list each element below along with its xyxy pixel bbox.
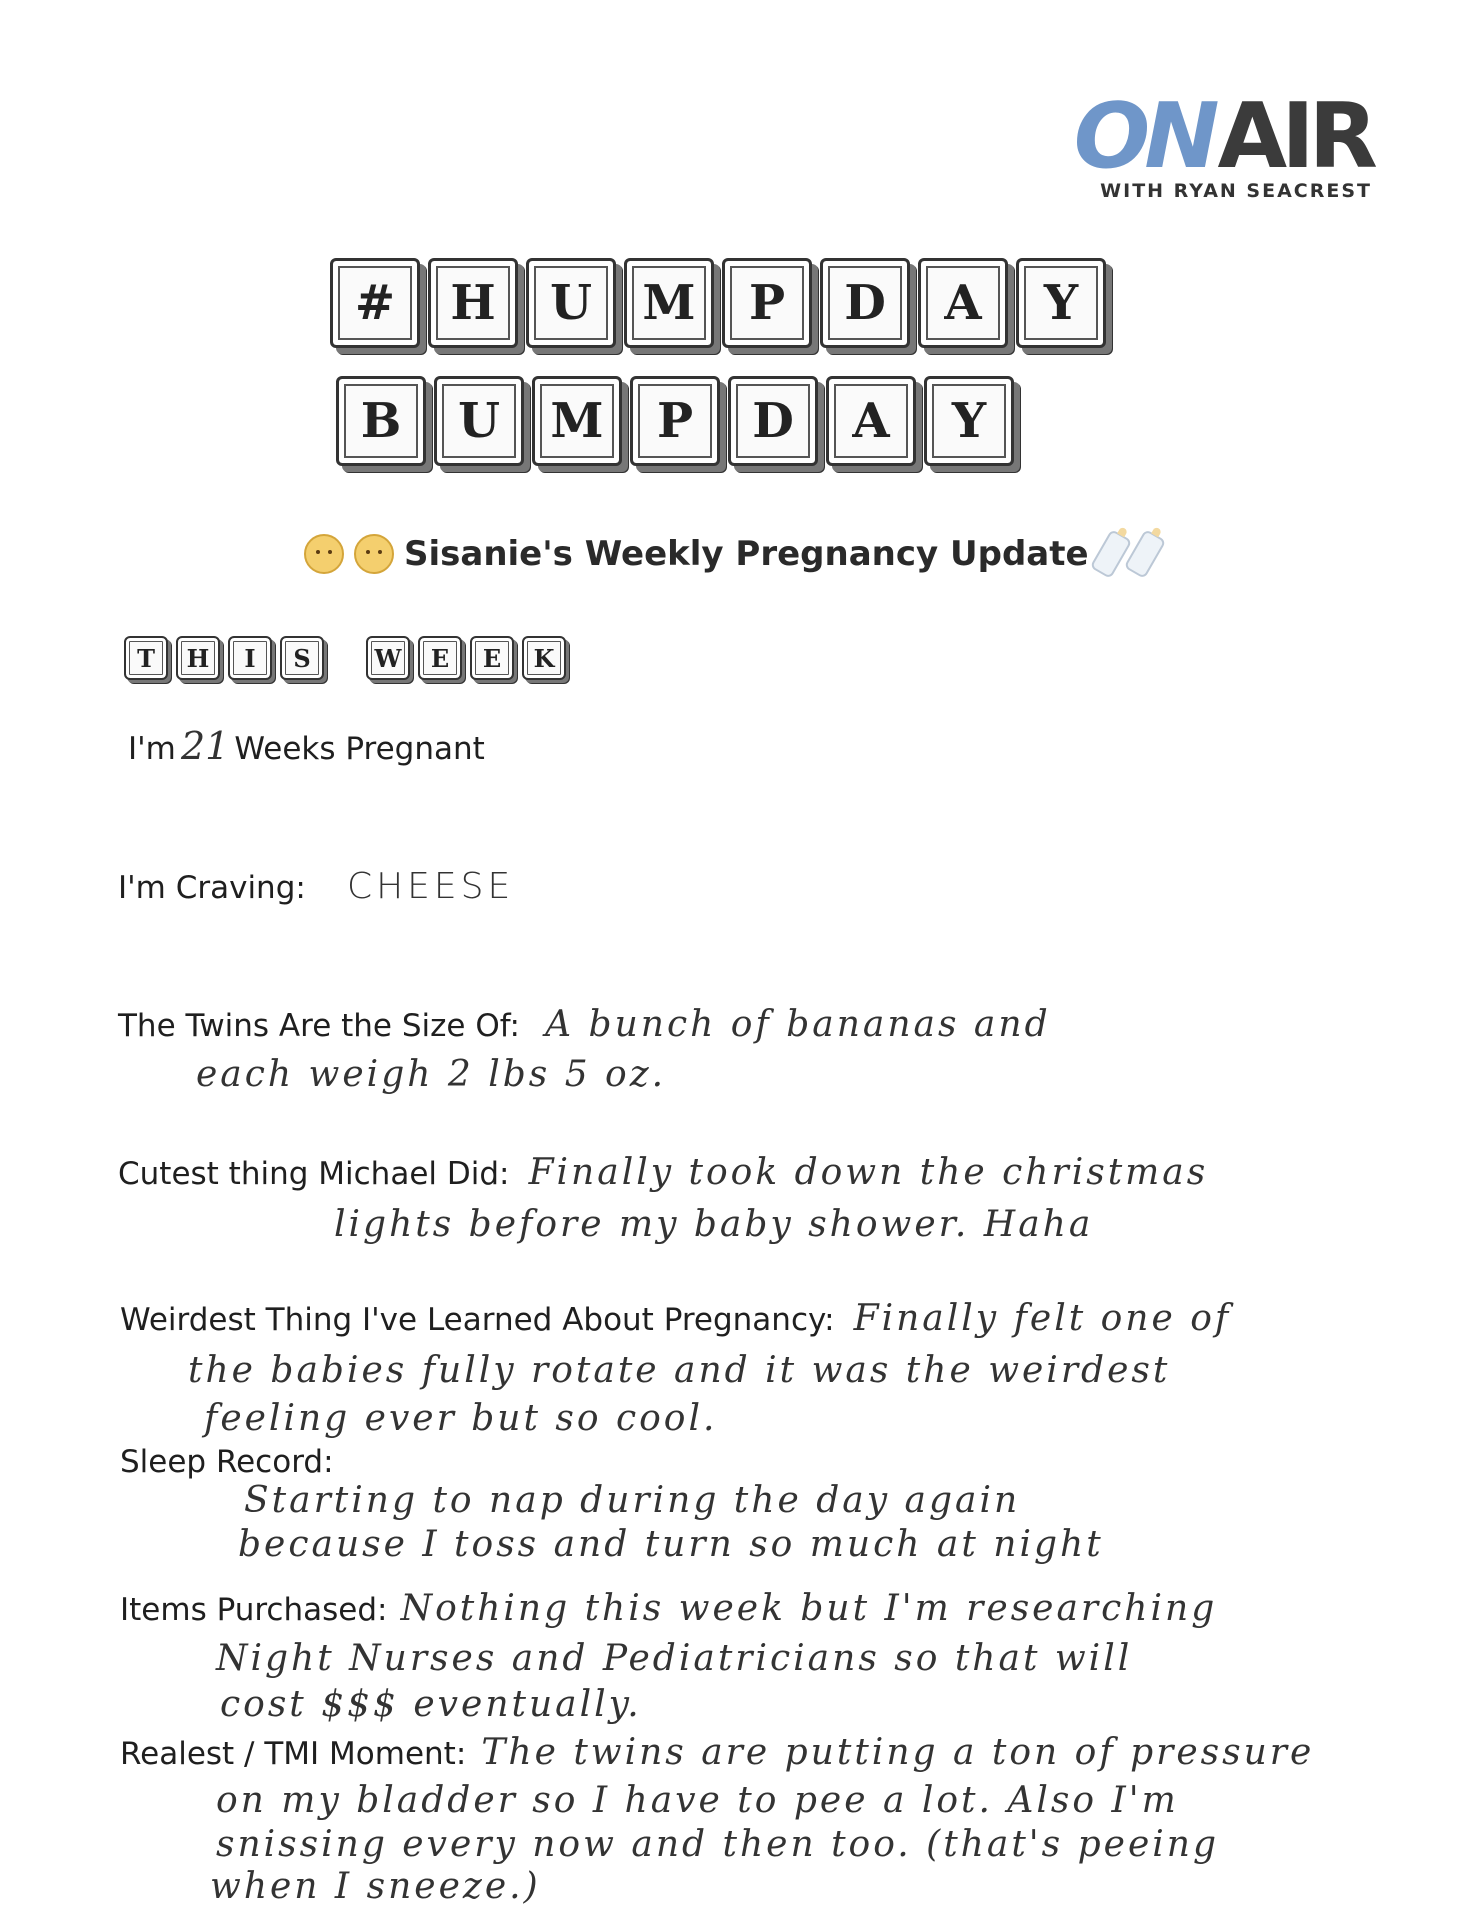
word-gap xyxy=(332,636,358,680)
letter-block: D xyxy=(728,376,818,466)
letter-block: Y xyxy=(924,376,1014,466)
letter-block: U xyxy=(526,258,616,348)
letter-block: M xyxy=(532,376,622,466)
title-blocks-row-1 xyxy=(330,258,1106,348)
weirdest-answer-3: feeling ever but so cool. xyxy=(204,1398,718,1439)
logo-mark xyxy=(1073,84,1372,189)
weirdest-label: Weirdest Thing I've Learned About Pregnancy: xyxy=(120,1302,835,1338)
letter-block: # xyxy=(330,258,420,348)
show-logo xyxy=(1073,84,1372,202)
this-week-blocks xyxy=(124,636,566,680)
letter-block: Y xyxy=(1016,258,1106,348)
weeks-prefix: I'm xyxy=(128,731,176,767)
weirdest-line xyxy=(120,1298,1231,1339)
craving-answer: CHEESE xyxy=(346,866,515,907)
realest-answer-3: snissing every now and then too. (that's peeing xyxy=(216,1824,1219,1865)
letter-block: M xyxy=(624,258,714,348)
letter-block: B xyxy=(336,376,426,466)
baby-face-icon xyxy=(304,534,344,574)
baby-face-icon xyxy=(354,534,394,574)
realest-line xyxy=(120,1732,1314,1773)
size-line xyxy=(118,1004,1051,1045)
size-answer-2: each weigh 2 lbs 5 oz. xyxy=(196,1054,667,1095)
letter-block: S xyxy=(280,636,324,680)
letter-block: E xyxy=(418,636,462,680)
cutest-line xyxy=(118,1152,1208,1193)
logo-on: ON xyxy=(1073,84,1214,189)
cutest-answer-2: lights before my baby shower. Haha xyxy=(334,1204,1094,1245)
items-answer-1: Nothing this week but I'm researching xyxy=(400,1588,1218,1629)
letter-block: A xyxy=(918,258,1008,348)
sleep-answer-1: Starting to nap during the day again xyxy=(244,1480,1021,1521)
cutest-answer-1: Finally took down the christmas xyxy=(528,1152,1209,1193)
cutest-label: Cutest thing Michael Did: xyxy=(118,1156,510,1192)
sleep-line xyxy=(120,1444,334,1480)
letter-block: W xyxy=(366,636,410,680)
letter-block: D xyxy=(820,258,910,348)
weeks-number: 21 xyxy=(180,724,230,768)
realest-answer-1: The twins are putting a ton of pressure xyxy=(481,1732,1315,1773)
letter-block: E xyxy=(470,636,514,680)
weeks-pregnant-line xyxy=(128,724,485,768)
weirdest-answer-2: the babies fully rotate and it was the weirdest xyxy=(188,1350,1171,1391)
weirdest-answer-1: Finally felt one of xyxy=(853,1298,1232,1339)
items-label: Items Purchased: xyxy=(120,1592,388,1628)
baby-bottle-icon xyxy=(1123,529,1166,579)
baby-bottle-icon xyxy=(1089,529,1132,579)
weeks-suffix: Weeks Pregnant xyxy=(234,731,485,767)
sleep-answer-2: because I toss and turn so much at night xyxy=(238,1524,1104,1565)
letter-block: T xyxy=(124,636,168,680)
items-answer-2: Night Nurses and Pediatricians so that will xyxy=(216,1638,1133,1679)
letter-block: H xyxy=(428,258,518,348)
size-label: The Twins Are the Size Of: xyxy=(118,1008,521,1044)
subtitle-text: Sisanie's Weekly Pregnancy Update xyxy=(404,534,1089,574)
letter-block: A xyxy=(826,376,916,466)
letter-block: I xyxy=(228,636,272,680)
items-line xyxy=(120,1588,1217,1629)
letter-block: U xyxy=(434,376,524,466)
realest-answer-2: on my bladder so I have to pee a lot. Also I'm xyxy=(216,1780,1179,1821)
sleep-label: Sleep Record: xyxy=(120,1444,334,1480)
realest-answer-4: when I sneeze.) xyxy=(210,1866,541,1907)
letter-block: P xyxy=(722,258,812,348)
logo-air: AIR xyxy=(1217,84,1372,189)
items-answer-3: cost $$$ eventually. xyxy=(220,1684,642,1725)
update-subtitle xyxy=(304,532,1157,576)
craving-line xyxy=(118,866,514,907)
size-answer-1: A bunch of bananas and xyxy=(545,1004,1051,1045)
logo-subtitle: WITH RYAN SEACREST xyxy=(1100,180,1372,202)
letter-block: H xyxy=(176,636,220,680)
letter-block: P xyxy=(630,376,720,466)
title-blocks-row-2 xyxy=(336,376,1014,466)
craving-label: I'm Craving: xyxy=(118,870,306,906)
realest-label: Realest / TMI Moment: xyxy=(120,1736,467,1772)
letter-block: K xyxy=(522,636,566,680)
